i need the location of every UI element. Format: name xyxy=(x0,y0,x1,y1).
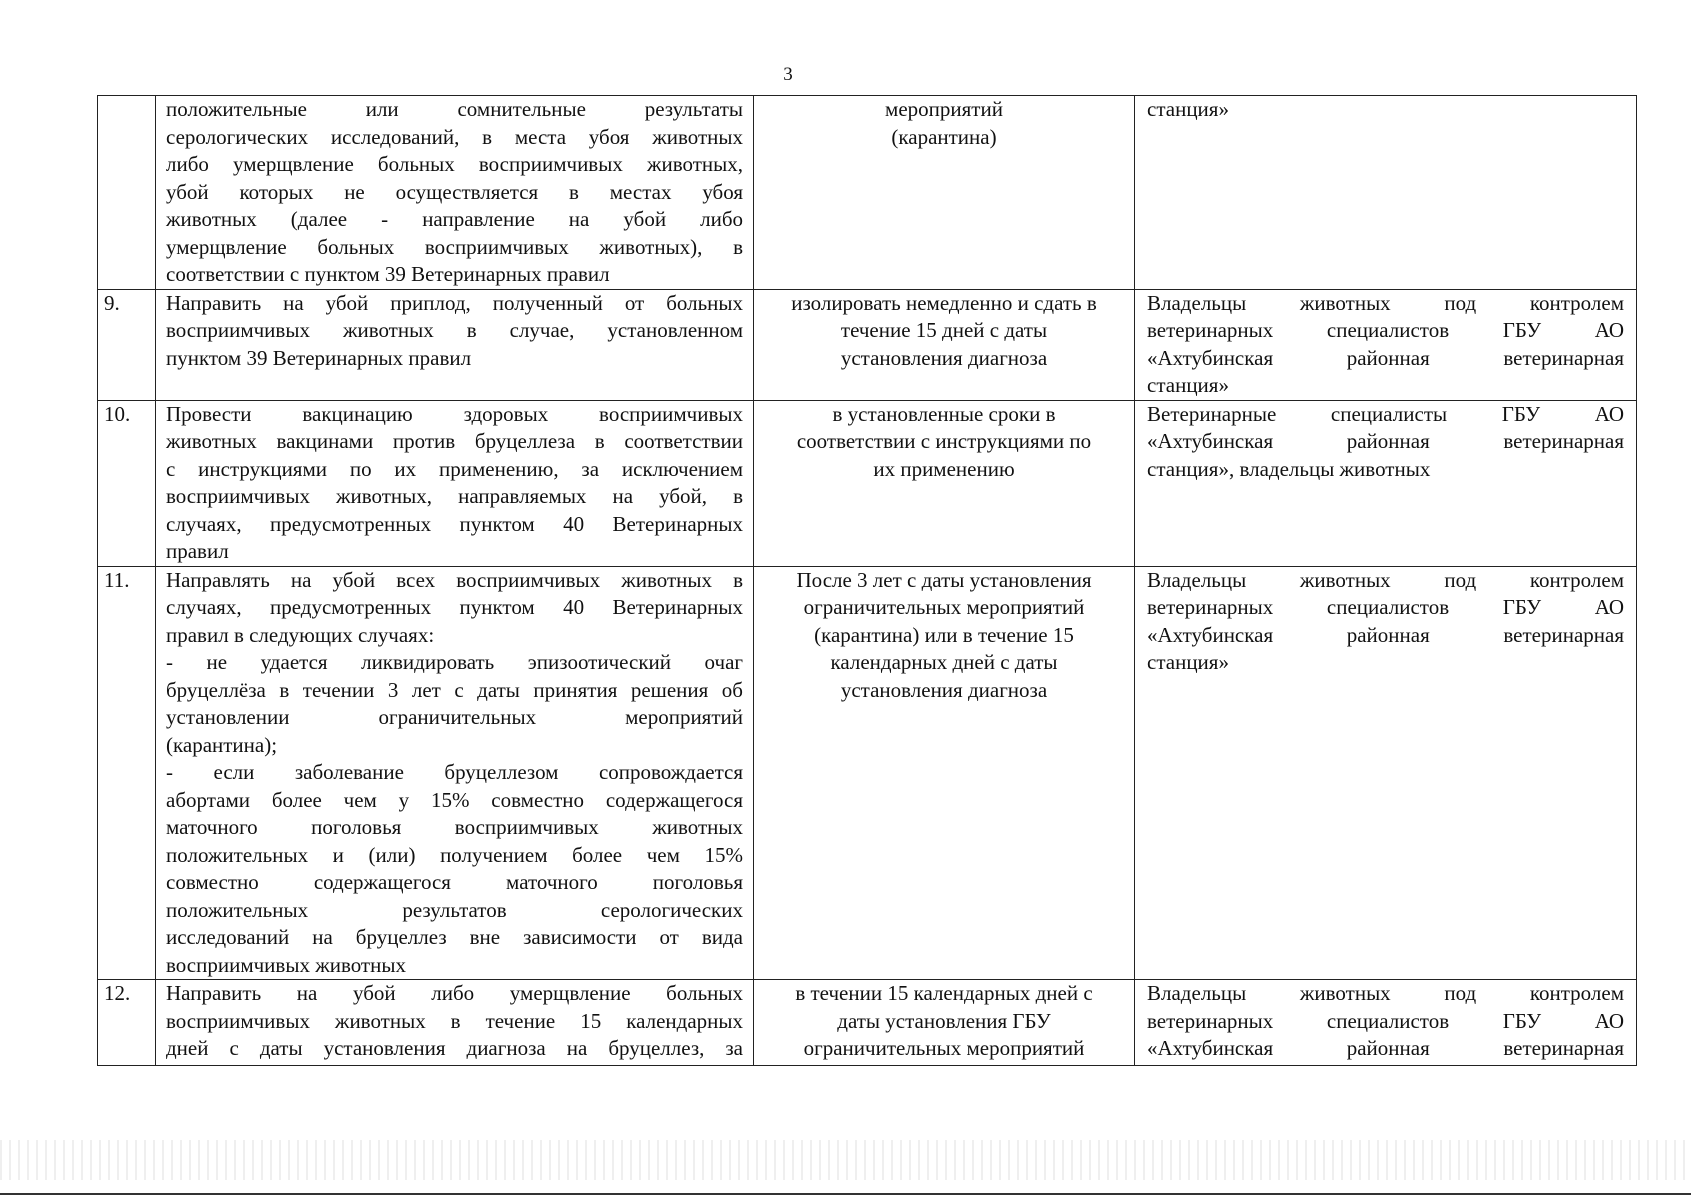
measure-description-line: убой которых не осуществляется в местах убоя xyxy=(166,179,743,204)
measure-description xyxy=(156,566,754,980)
measure-responsible xyxy=(1135,980,1637,1066)
measure-term-line: в установленные сроки в xyxy=(832,401,1056,426)
measure-description-line: исследований на бруцеллез вне зависимости от вида xyxy=(166,925,743,949)
measure-responsible-line: Владельцы животных под контролем xyxy=(1147,567,1624,592)
measure-description-line: положительных и (или) получением более чем 15% xyxy=(166,842,743,867)
measure-description-line: умерщвление больных восприимчивых животных), в xyxy=(166,234,743,259)
measure-description-line: дней с даты установления диагноза на бруцеллез, за xyxy=(166,1036,743,1060)
measure-description-line: маточного поголовья восприимчивых животных xyxy=(166,815,743,839)
measure-term-line: (карантина) xyxy=(891,124,997,149)
measure-description xyxy=(156,400,754,566)
row-number: 12. xyxy=(98,980,156,1066)
measure-description-line: правил в следующих случаях: xyxy=(166,622,435,647)
measure-description-line: - если заболевание бруцеллезом сопровождается xyxy=(166,760,743,784)
measure-term-line: даты установления ГБУ xyxy=(837,1008,1051,1033)
measure-description-line: либо умерщвление больных восприимчивых животных, xyxy=(166,152,743,176)
measure-responsible-line: станция» xyxy=(1147,97,1229,121)
measure-responsible xyxy=(1135,566,1637,980)
scan-noise xyxy=(0,1140,1691,1180)
measure-description-line: восприимчивых животных в течение 15 календарных xyxy=(166,1008,743,1033)
measure-description xyxy=(156,289,754,400)
table-row xyxy=(98,980,1637,1066)
measure-description-line: правил xyxy=(166,539,229,563)
measure-responsible-line: ветеринарных специалистов ГБУ АО xyxy=(1147,1008,1624,1033)
row-number: 11. xyxy=(98,566,156,980)
measure-description-line: (карантина); xyxy=(166,732,278,757)
measure-description-line: восприимчивых животных в случае, установленном xyxy=(166,318,743,342)
measure-description-line: бруцеллёза в течении 3 лет с даты принятия решения об xyxy=(166,677,743,702)
measure-description-line: Направить на убой приплод, полученный от больных xyxy=(166,290,743,315)
row-number xyxy=(98,96,156,290)
measure-description-line: совместно содержащегося маточного поголовья xyxy=(166,870,743,894)
measure-responsible xyxy=(1135,400,1637,566)
measure-description-line: соответствии с пунктом 39 Ветеринарных правил xyxy=(166,262,610,286)
measure-description-line: установлении ограничительных мероприятий xyxy=(166,705,743,729)
measure-description-line: - не удается ликвидировать эпизоотический очаг xyxy=(166,650,743,674)
measure-description xyxy=(156,980,754,1066)
measure-term xyxy=(754,96,1135,290)
measure-term-line: установления диагноза xyxy=(840,677,1048,702)
measure-description-line: животных (далее - направление на убой либо xyxy=(166,207,743,231)
measure-responsible-line: ветеринарных специалистов ГБУ АО xyxy=(1147,595,1624,619)
page-bottom-edge xyxy=(0,1193,1691,1195)
measure-description-line: абортами более чем у 15% совместно содержащегося xyxy=(166,787,743,812)
measure-description-line: животных вакцинами против бруцеллеза в соответствии xyxy=(166,429,743,453)
measures-table xyxy=(97,95,1637,1066)
table-row xyxy=(98,400,1637,566)
measure-description-line: Направлять на убой всех восприимчивых животных в xyxy=(166,567,743,592)
measure-term-line: мероприятий xyxy=(885,97,1003,121)
measure-responsible xyxy=(1135,289,1637,400)
measure-term-line: После 3 лет с даты установления xyxy=(796,567,1092,592)
measure-description-line: пунктом 39 Ветеринарных правил xyxy=(166,345,472,370)
measure-responsible xyxy=(1135,96,1637,290)
measure-responsible-line: «Ахтубинская районная ветеринарная xyxy=(1147,345,1624,370)
measure-term xyxy=(754,289,1135,400)
measure-responsible-line: «Ахтубинская районная ветеринарная xyxy=(1147,429,1624,453)
measure-description-line: серологических исследований, в места убоя животных xyxy=(166,124,743,149)
page-number: 3 xyxy=(783,64,793,85)
measure-responsible-line: станция», владельцы животных xyxy=(1147,456,1431,481)
measure-term xyxy=(754,980,1135,1066)
measure-term-line: установления диагноза xyxy=(840,345,1048,370)
measure-description-line: Направить на убой либо умерщвление больных xyxy=(166,981,743,1005)
row-number: 9. xyxy=(98,289,156,400)
measure-term-line: ограничительных мероприятий xyxy=(803,595,1085,619)
table-row xyxy=(98,566,1637,980)
measure-term-line: соответствии с инструкциями по xyxy=(796,429,1092,453)
measure-term xyxy=(754,400,1135,566)
measure-responsible-line: «Ахтубинская районная ветеринарная xyxy=(1147,1036,1624,1060)
measure-description-line: положительные или сомнительные результаты xyxy=(166,97,743,121)
measure-responsible-line: «Ахтубинская районная ветеринарная xyxy=(1147,622,1624,647)
measure-description xyxy=(156,96,754,290)
measure-responsible-line: станция» xyxy=(1147,373,1229,397)
measure-responsible-line: Владельцы животных под контролем xyxy=(1147,981,1624,1005)
measure-term-line: изолировать немедленно и сдать в xyxy=(791,290,1097,315)
measure-term xyxy=(754,566,1135,980)
measure-term-line: в течении 15 календарных дней с xyxy=(795,981,1093,1005)
measure-term-line: течение 15 дней с даты xyxy=(840,318,1048,342)
table-row xyxy=(98,289,1637,400)
measure-responsible-line: ветеринарных специалистов ГБУ АО xyxy=(1147,318,1624,342)
measure-term-line: (карантина) или в течение 15 xyxy=(814,622,1074,647)
measure-description-line: положительных результатов серологических xyxy=(166,897,743,922)
measure-description-line: с инструкциями по их применению, за исключением xyxy=(166,456,743,481)
measure-description-line: восприимчивых животных xyxy=(166,952,406,977)
measure-description-line: Провести вакцинацию здоровых восприимчивых xyxy=(166,401,743,426)
measure-description-line: случаях, предусмотренных пунктом 40 Ветеринарных xyxy=(166,511,743,536)
measure-responsible-line: Владельцы животных под контролем xyxy=(1147,290,1624,315)
measure-description-line: восприимчивых животных, направляемых на убой, в xyxy=(166,484,743,508)
measure-responsible-line: Ветеринарные специалисты ГБУ АО xyxy=(1147,401,1624,426)
measure-term-line: календарных дней с даты xyxy=(830,650,1058,674)
row-number: 10. xyxy=(98,400,156,566)
measure-responsible-line: станция» xyxy=(1147,650,1229,674)
table-row xyxy=(98,96,1637,290)
measure-description-line: случаях, предусмотренных пунктом 40 Ветеринарных xyxy=(166,595,743,619)
measure-term-line: ограничительных мероприятий xyxy=(803,1036,1085,1060)
measure-term-line: их применению xyxy=(873,456,1015,481)
